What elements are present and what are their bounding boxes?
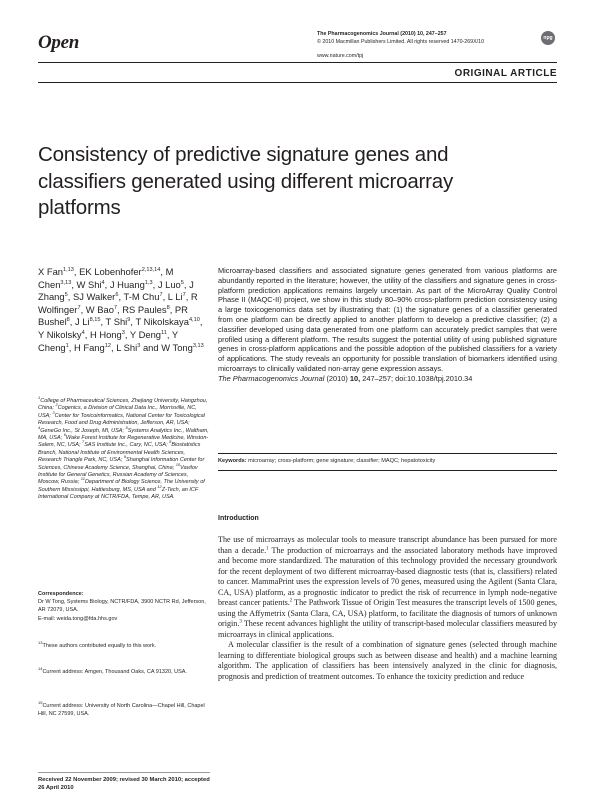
affiliation-text: Systems Analytics Inc., Waltham, MA, USA; bbox=[38, 427, 209, 442]
affiliation-marker: 7 bbox=[82, 439, 85, 445]
author-affiliation-marker: 3 bbox=[121, 329, 125, 336]
author-name: PR Bushel bbox=[38, 303, 188, 328]
author-note bbox=[38, 702, 210, 719]
received-rule bbox=[38, 772, 210, 773]
open-access-logo: Open bbox=[38, 32, 80, 53]
author-name: SJ Walker bbox=[72, 291, 116, 303]
author-affiliation-marker: 8,15 bbox=[89, 317, 101, 324]
affiliation-marker: 3 bbox=[52, 409, 55, 415]
affiliations bbox=[38, 395, 210, 502]
note-marker: 15 bbox=[38, 700, 43, 706]
author-affiliation-marker: 1,3 bbox=[144, 279, 153, 286]
keywords-text: microarray; cross-platform; gene signature; classifier; MAQC; hepatotoxicity bbox=[248, 458, 436, 464]
author-name: W Bao bbox=[85, 303, 114, 315]
affiliation-marker: 6 bbox=[63, 432, 66, 438]
author-name: EK Lobenhofer bbox=[79, 266, 142, 277]
affiliation-text: Vavilov Institute for General Genetics, Russian Academy of Sciences, Moscow, Russia; bbox=[38, 464, 198, 486]
author-note bbox=[38, 668, 210, 676]
citation-journal: The Pharmacogenomics Journal bbox=[218, 373, 325, 383]
author-affiliation-marker: 4 bbox=[81, 329, 85, 336]
author-affiliation-marker: 9 bbox=[127, 317, 131, 324]
affiliation-text: Z-Tech, an ICF International Company at NCTR/FDA, Tempe, AR, USA. bbox=[38, 486, 199, 501]
affiliation-marker: 8 bbox=[169, 439, 172, 445]
author-name: X Fan bbox=[38, 266, 64, 277]
author-affiliation-marker: 3,13 bbox=[192, 342, 204, 349]
author-name: L Li bbox=[167, 291, 183, 303]
note-text: These authors contributed equally to this work. bbox=[42, 643, 157, 649]
author-affiliation-marker: 1 bbox=[65, 342, 69, 349]
header-rule bbox=[38, 62, 557, 63]
citation-year: (2010) bbox=[324, 373, 350, 383]
publisher-logo-icon: npg bbox=[541, 31, 555, 45]
author-name: H Fang bbox=[73, 341, 105, 353]
author-list: X Fan$^{1,13}$, EK Lobenhofer$^{2,13,14}$, M Chen$^{3,13}$, W Shi$^4$, J Huang$^{1,3}$, J Luo$^5$, J Zhang$^5$, SJ Walker$^6$, T-M Chu$^7$, L Li$^7$, R Wolfinger$^7$, W Bao$^7$, RS Paules$^8$, PR Bushel$^8$, J Li$^{8,15}$, T Shi$^9$, T Nikolskaya$^{4,10}$, Y Nikolsky$^4$, H Hong$^3$, Y Deng$^{11}$, Y Cheng$^1$, H Fang$^{12}$, L Shi$^3$ and W Tong$^{3,13}$ bbox=[38, 266, 204, 353]
keywords bbox=[218, 457, 557, 465]
author-name: W Shi bbox=[76, 278, 102, 290]
author-affiliation-marker: 3 bbox=[137, 342, 141, 349]
intro-paragraph bbox=[218, 535, 557, 640]
note-text: Current address: Amgen, Thousand Oaks, CA 91320, USA. bbox=[42, 669, 187, 675]
keywords-rule-top bbox=[218, 453, 557, 454]
affiliation-marker: 2 bbox=[55, 402, 58, 408]
reference-marker: 3 bbox=[239, 619, 242, 625]
section-heading-introduction: Introduction bbox=[218, 515, 259, 522]
copyright-line: © 2010 Macmillan Publishers Limited. All rights reserved 1470-269X/10 bbox=[317, 39, 485, 46]
author-affiliation-marker: 11 bbox=[161, 329, 167, 336]
affiliation-text: SAS Institute Inc., Cary, NC, USA; bbox=[84, 442, 168, 449]
author-affiliation-marker: 7 bbox=[113, 304, 118, 311]
affiliation-text: Shanghai Information Center for Sciences, Chinese Academy Science, Shanghai, China; bbox=[38, 457, 205, 471]
citation-pages-doi: 247–257; doi:10.1038/tpj.2010.34 bbox=[360, 373, 473, 383]
author-affiliation-marker: 7 bbox=[182, 292, 186, 299]
note-marker: 13 bbox=[38, 640, 43, 646]
note-text: Current address: University of North Carolina—Chapel Hill, Chapel Hill, NC 27599, USA. bbox=[38, 703, 205, 718]
keywords-rule-bottom bbox=[218, 470, 557, 471]
author-affiliation-marker: 6 bbox=[115, 292, 119, 299]
author-affiliation-marker: 7 bbox=[159, 292, 163, 299]
author-name: R Wolfinger bbox=[38, 291, 198, 315]
article-title: Consistency of predictive signature genes and classifiers generated using different microarray platforms bbox=[38, 143, 454, 219]
author-name: H Hong bbox=[89, 328, 122, 340]
author-name: J Huang bbox=[109, 278, 145, 290]
author-name: Y Cheng bbox=[38, 328, 178, 353]
received-dates: Received 22 November 2009; revised 30 March 2010; accepted 26 April 2010 bbox=[38, 777, 210, 792]
author-name: M Chen bbox=[38, 266, 174, 290]
author-affiliation-marker: 5 bbox=[180, 279, 184, 286]
note-marker: 14 bbox=[38, 666, 43, 672]
citation bbox=[218, 374, 472, 383]
author-name: T Nikolskaya bbox=[135, 316, 189, 328]
journal-url[interactable]: www.nature.com/tpj bbox=[317, 52, 364, 59]
affiliation-marker: 12 bbox=[157, 484, 162, 490]
affiliation-marker: 5 bbox=[125, 424, 128, 430]
author-name: J Zhang bbox=[38, 278, 194, 303]
author-name: J Luo bbox=[157, 278, 181, 290]
author-affiliation-marker: 12 bbox=[104, 342, 111, 349]
keywords-label: Keywords: bbox=[218, 458, 247, 464]
author-name: T Shi bbox=[105, 316, 128, 328]
affiliation-text: Cogenics, a Division of Clinical Data Inc., Morrisville, NC, USA; bbox=[38, 405, 197, 419]
affiliation-text: Center for Toxicoinformatics, National Center for Toxicological Research, Food and Drug Administration, Jefferson, AR, USA; bbox=[38, 412, 205, 427]
affiliation-text: Wake Forest Institute for Regenerative Medicine, Winston-Salem, NC, USA; bbox=[38, 435, 209, 449]
author-affiliation-marker: 1,13 bbox=[63, 266, 74, 273]
correspondence-address: Dr W Tong, Systems Biology, NCTR/FDA, 3900 NCTR Rd, Jefferson, AR 72079, USA. bbox=[38, 599, 206, 614]
author-affiliation-marker: 4,10 bbox=[188, 317, 200, 324]
correspondence bbox=[38, 590, 210, 623]
intro-text: A molecular classifier is the result of a combination of signature genes (selected through machine learning to differentiate biological groups such as between disease and health) and a machine learning algorithm. The application of classifiers has been intensively analyzed in the clinic for diagnosis, prognosis and prediction of treatment outcomes. To enhance the toxicity prediction and reduce bbox=[218, 640, 557, 681]
abstract-text: Microarray-based classifiers and associated signature genes generated from various platforms are abundantly reported in the literature; however, the utility of the classifiers and signature genes in cross-platform prediction applications remains largely uncertain. As part of the MicroArray Quality Control Phase II (MAQC-II) project, we show in this study 80–90% cross-platform prediction consistency using a large toxicogenomics data set by illustrating that: (1) the signature genes of a classifier generated from one platform can be directly applied to another platform to develop a predictive classifier; (2) a classifier developed using data generated from one platform can accurately predict samples that were profiled using a different platform. The results suggest the potential utility of using published signature genes in cross-platform applications and the possible adoption of the published classifiers for a variety of applications. The study reveals an opportunity for possible translation of biomarkers identified using microarrays to clinically validated non-array gene expression assays. bbox=[218, 266, 557, 373]
journal-info bbox=[317, 30, 537, 60]
author-affiliation-marker: 2,13,14 bbox=[141, 266, 161, 273]
author-conjunction: and bbox=[142, 341, 159, 353]
affiliation-marker: 11 bbox=[80, 476, 85, 482]
intro-text: The Pathwork Tissue of Origin Test measures the transcript levels of 1500 genes, using the Affymetrix (Santa Clara, CA, USA) platform, to facilitate the diagnosis of tumors of unknown origin. bbox=[218, 598, 558, 628]
affiliation-marker: 1 bbox=[38, 395, 41, 401]
affiliation-marker: 10 bbox=[175, 461, 181, 467]
intro-text: These recent advances highlight the utility of transcript-based molecular classifiers measured by microarrays in clinical applications. bbox=[218, 619, 557, 639]
author-affiliation-marker: 5 bbox=[64, 292, 68, 299]
reference-marker: 1 bbox=[266, 545, 269, 551]
author-name: Y Deng bbox=[129, 328, 162, 340]
reference-marker: 2 bbox=[289, 598, 293, 604]
introduction-body bbox=[218, 535, 557, 682]
header-rule-bottom bbox=[38, 82, 557, 83]
author-name: W Tong bbox=[161, 341, 193, 353]
intro-paragraph bbox=[218, 640, 557, 682]
affiliation-text: GeneGo Inc., St Joseph, MI, USA; bbox=[40, 427, 124, 434]
abstract bbox=[218, 266, 557, 384]
author-note bbox=[38, 642, 210, 650]
author-name: T-M Chu bbox=[123, 291, 160, 303]
author-affiliation-marker: 7 bbox=[77, 304, 81, 311]
affiliation-text: Department of Biology Science, The University of Southern Mississippi, Hattiesburg, MS, USA and bbox=[38, 479, 205, 493]
affiliation-text: Biostatistics Branch, National Institute of Environmental Health Sciences, Research Triangle Park, NC, USA; bbox=[38, 442, 201, 464]
author-affiliation-marker: 4 bbox=[101, 279, 105, 286]
author-name: J Li bbox=[75, 316, 90, 328]
citation-volume: 10, bbox=[349, 373, 361, 383]
article-type: ORIGINAL ARTICLE bbox=[454, 68, 557, 79]
affiliation-marker: 4 bbox=[38, 424, 41, 430]
affiliation-marker: 9 bbox=[123, 454, 127, 460]
author-name: RS Paules bbox=[122, 303, 167, 315]
intro-text: The use of microarrays as molecular tools to measure transcript abundance has been pursued for more than a decade. bbox=[218, 535, 557, 555]
intro-text: The production of microarrays and the associated laboratory methods have improved and become more standardized. The maturation of this technology provided the necessary groundwork for the recent deployment of two different microarray-based diagnostic tests (that is, classifiers) related to cancer. MammaPrint uses the expression levels of 70 genes, measured using the Agilent (Santa Clara, CA, USA) platform, as a prognostic indicator to predict the risk of recurrence in lymph node-negative breast cancer patients. bbox=[218, 545, 557, 607]
author-affiliation-marker: 3,13 bbox=[60, 279, 72, 286]
author-name: Y Nikolsky bbox=[38, 328, 82, 340]
affiliation-text: College of Pharmaceutical Sciences, Zhejiang University, Hangzhou, China; bbox=[38, 398, 208, 412]
author-affiliation-marker: 8 bbox=[166, 304, 170, 311]
author-affiliation-marker: 8 bbox=[66, 317, 70, 324]
journal-citation-line: The Pharmacogenomics Journal (2010) 10, 247–257 bbox=[317, 31, 447, 37]
correspondence-label: Correspondence: bbox=[38, 591, 84, 597]
author-name: L Shi bbox=[116, 341, 138, 353]
correspondence-email[interactable]: E-mail: weida.tong@fda.hhs.gov bbox=[38, 615, 118, 622]
